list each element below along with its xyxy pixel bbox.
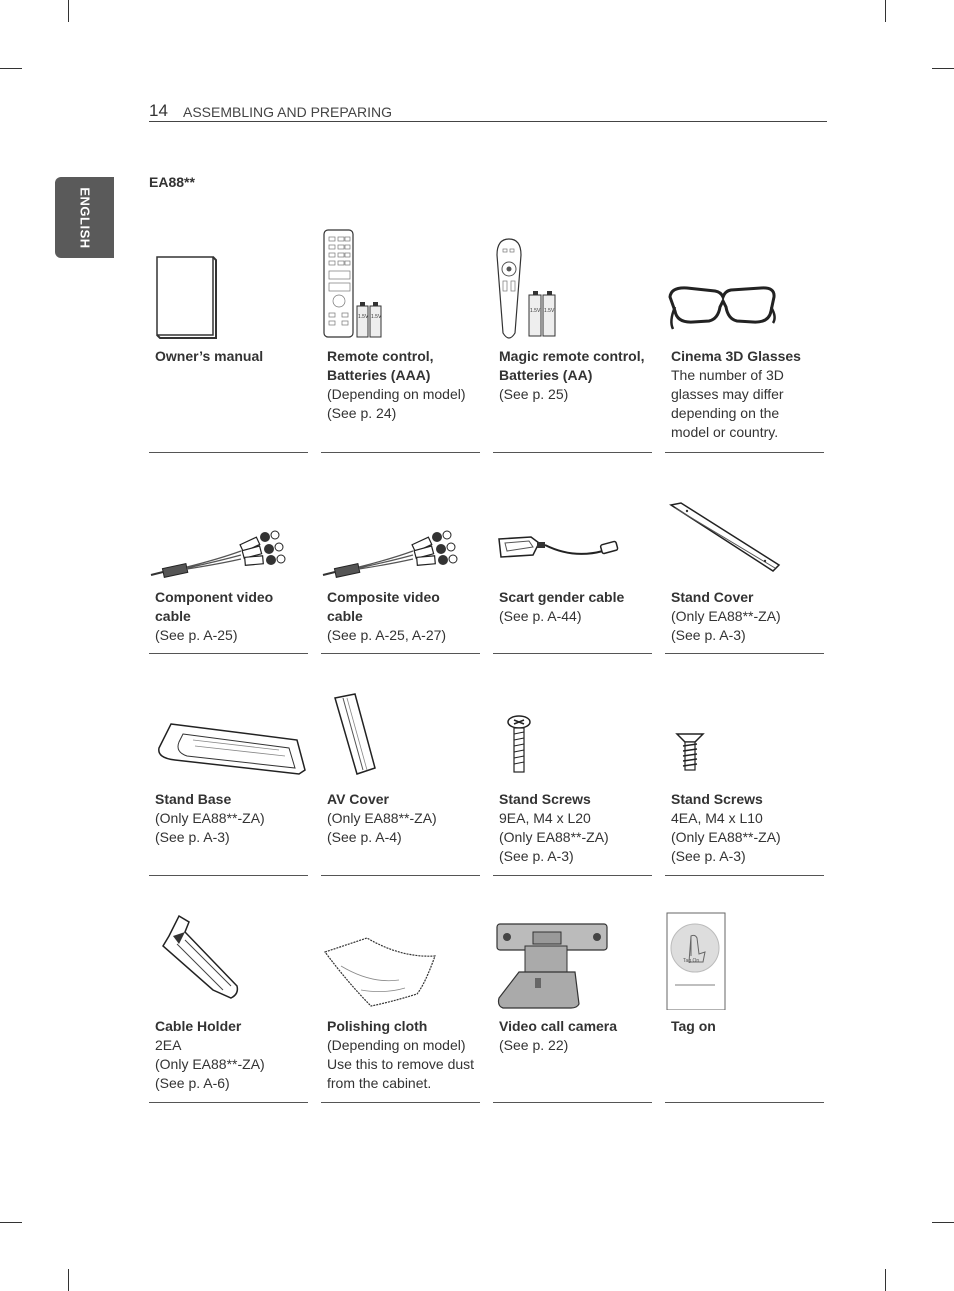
item-scart-cable <box>493 495 652 654</box>
item-line: (See p. A-3) <box>671 848 746 864</box>
item-name: AV Cover <box>327 791 389 807</box>
crop-mark <box>0 1222 22 1223</box>
language-tab-label: ENGLISH <box>77 186 92 249</box>
item-line: (See p. A-3) <box>671 627 746 643</box>
item-name: Video call camera <box>499 1018 618 1034</box>
item-name: Stand Base <box>155 791 232 807</box>
item-name: Remote control, Batteries (AAA) <box>327 348 434 383</box>
item-line: (Depending on model) <box>327 386 466 402</box>
item-line: Use this to remove dust from the cabinet. <box>327 1056 475 1091</box>
item-stand-base <box>149 690 308 876</box>
item-line: 9EA, M4 x L20 <box>499 810 591 826</box>
language-tab <box>55 177 114 258</box>
item-line: 4EA, M4 x L10 <box>671 810 763 826</box>
item-line: (Only EA88**-ZA) <box>671 608 781 624</box>
crop-mark <box>932 68 954 69</box>
crop-mark <box>885 1269 886 1291</box>
item-line: (See p. A-44) <box>499 608 582 624</box>
battery-label: 1.5V <box>530 308 541 314</box>
item-av-cover <box>321 690 480 876</box>
item-name: Cinema 3D Glasses <box>671 348 801 364</box>
battery-label: 1.5V <box>371 314 382 320</box>
page-header <box>149 101 827 122</box>
item-polishing-cloth <box>321 910 480 1103</box>
item-line: (See p. A-6) <box>155 1075 230 1091</box>
crop-mark <box>68 0 69 22</box>
tag-on-text: Tag On <box>683 958 700 964</box>
item-line: (See p. 24) <box>327 405 397 421</box>
item-name: Stand Screws <box>671 791 763 807</box>
item-cable-holder <box>149 910 308 1103</box>
model-label: EA88** <box>149 174 195 190</box>
item-name: Cable Holder <box>155 1018 242 1034</box>
item-name: Owner’s manual <box>155 348 264 364</box>
item-name: Stand Cover <box>671 589 754 605</box>
item-line: (See p. A-25) <box>155 627 238 643</box>
page-number: 14 <box>149 101 168 120</box>
item-line: (Only EA88**-ZA) <box>155 810 265 826</box>
item-line: (See p. 22) <box>499 1037 569 1053</box>
item-line: (Depending on model) <box>327 1037 466 1053</box>
item-name: Scart gender cable <box>499 589 625 605</box>
item-line: (Only EA88**-ZA) <box>155 1056 265 1072</box>
item-line: (See p. A-3) <box>155 829 230 845</box>
item-name: Component video cable <box>155 589 274 624</box>
crop-mark <box>0 68 22 69</box>
item-magic-remote <box>493 225 652 453</box>
item-name: Tag on <box>671 1018 716 1034</box>
item-component-cable <box>149 495 308 654</box>
item-line: 2EA <box>155 1037 182 1053</box>
item-line: (Only EA88**-ZA) <box>327 810 437 826</box>
item-name: Stand Screws <box>499 791 591 807</box>
item-name: Composite video cable <box>327 589 440 624</box>
item-line: (See p. A-3) <box>499 848 574 864</box>
item-3d-glasses <box>665 225 824 453</box>
item-name: Polishing cloth <box>327 1018 428 1034</box>
crop-mark <box>885 0 886 22</box>
item-tag-on <box>665 910 824 1103</box>
item-line: (See p. A-4) <box>327 829 402 845</box>
crop-mark <box>68 1269 69 1291</box>
item-stand-screws-l20 <box>493 690 652 876</box>
battery-label: 1.5V <box>358 314 369 320</box>
crop-mark <box>932 1222 954 1223</box>
item-name: Magic remote control, Batteries (AA) <box>499 348 645 383</box>
item-line: The number of 3D glasses may differ depending on the model or country. <box>671 367 784 440</box>
section-title: ASSEMBLING AND PREPARING <box>183 104 393 120</box>
item-remote-control <box>321 225 480 453</box>
item-line: (Only EA88**-ZA) <box>499 829 609 845</box>
item-line: (See p. A-25, A-27) <box>327 627 447 643</box>
item-video-camera <box>493 910 652 1103</box>
battery-label: 1.5V <box>544 308 555 314</box>
item-owners-manual <box>149 225 308 453</box>
item-stand-cover <box>665 495 824 654</box>
item-composite-cable <box>321 495 480 654</box>
item-stand-screws-l10 <box>665 690 824 876</box>
item-line: (Only EA88**-ZA) <box>671 829 781 845</box>
item-line: (See p. 25) <box>499 386 569 402</box>
